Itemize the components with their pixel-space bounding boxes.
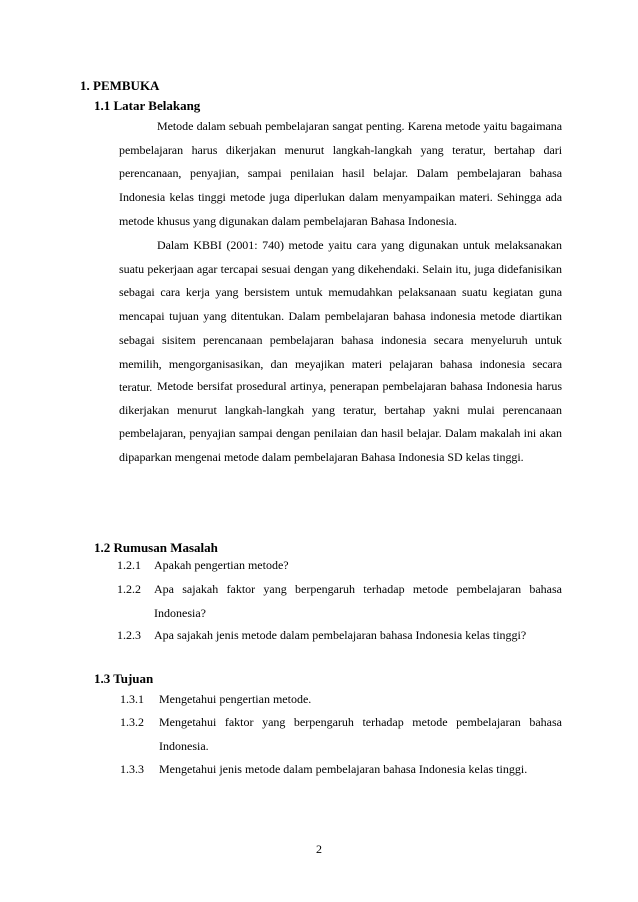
chapter-heading: 1. PEMBUKA [80, 78, 160, 93]
list-item [120, 688, 562, 712]
list-item [117, 578, 562, 626]
section-heading-rumusan-masalah: 1.2 Rumusan Masalah [94, 540, 218, 555]
list-item [120, 711, 562, 759]
list-item-number: 1.3.3 [120, 762, 144, 776]
list-item [117, 624, 562, 648]
list-item-number: 1.2.1 [117, 558, 141, 572]
list-item-text: Apa sajakah jenis metode dalam pembelajaran bahasa Indonesia kelas tinggi? [154, 628, 527, 642]
list-item-text: Apa sajakah faktor yang berpengaruh terhadap metode pembelajaran bahasa Indonesia? [154, 582, 562, 620]
list-item [120, 758, 562, 782]
list-item-text: Apakah pengertian metode? [154, 558, 289, 572]
section-heading-tujuan: 1.3 Tujuan [94, 671, 154, 686]
paragraph-1: Metode dalam sebuah pembelajaran sangat penting. Karena metode yaitu bagaimana pembelajaran harus dikerjakan menurut langkah-langkah yang teratur, bertahap dari perencanaan, penyajian, sampai penilaian hasil belajar. Dalam pembelajaran bahasa Indonesia kelas tinggi metode juga diperlukan dalam menyampaikan materi. Sehingga ada metode khusus yang digunakan dalam pembelajaran Bahasa Indonesia. [119, 119, 562, 228]
list-item-number: 1.3.1 [120, 692, 144, 706]
list-item-number: 1.2.3 [117, 628, 141, 642]
list-item [117, 554, 562, 578]
section-heading-latar-belakang: 1.1 Latar Belakang [94, 98, 201, 113]
list-item-text: Mengetahui jenis metode dalam pembelajaran bahasa Indonesia kelas tinggi. [159, 762, 528, 776]
paragraph-2: Dalam KBBI (2001: 740) metode yaitu cara yang digunakan untuk melaksanakan suatu pekerjaan agar tercapai sesuai dengan yang dikehendaki. Selain itu, juga didefanisikan sebagai cara kerja yang bersistem untuk memudahkan pelaksanaan suatu kegiatan guna mencapai tujuan yang ditentukan. Dalam pembelajaran bahasa indonesia metode diartikan sebagai sisitem perencanaan pembelajaran bahasa indonesia secara menyeluruh untuk memilih, mengorganisasikan, dan meyajikan materi pelajaran bahasa indonesia secara teratur. [119, 238, 562, 395]
list-item-text: Mengetahui faktor yang berpengaruh terhadap metode pembelajaran bahasa Indonesia. [159, 715, 562, 753]
paragraph-3: Metode bersifat prosedural artinya, penerapan pembelajaran bahasa Indonesia harus dikerjakan menurut langkah-langkah yang teratur, bertahap yakni mulai perencanaan pembelajaran, penyajian sampai dengan penilaian dan hasil belajar. Dalam makalah ini akan dipaparkan mengenai metode dalam pembelajaran Bahasa Indonesia SD kelas tinggi. [119, 379, 562, 465]
page-number: 2 [316, 842, 322, 856]
list-item-number: 1.3.2 [120, 715, 144, 729]
list-item-number: 1.2.2 [117, 582, 141, 596]
list-item-text: Mengetahui pengertian metode. [159, 692, 312, 706]
